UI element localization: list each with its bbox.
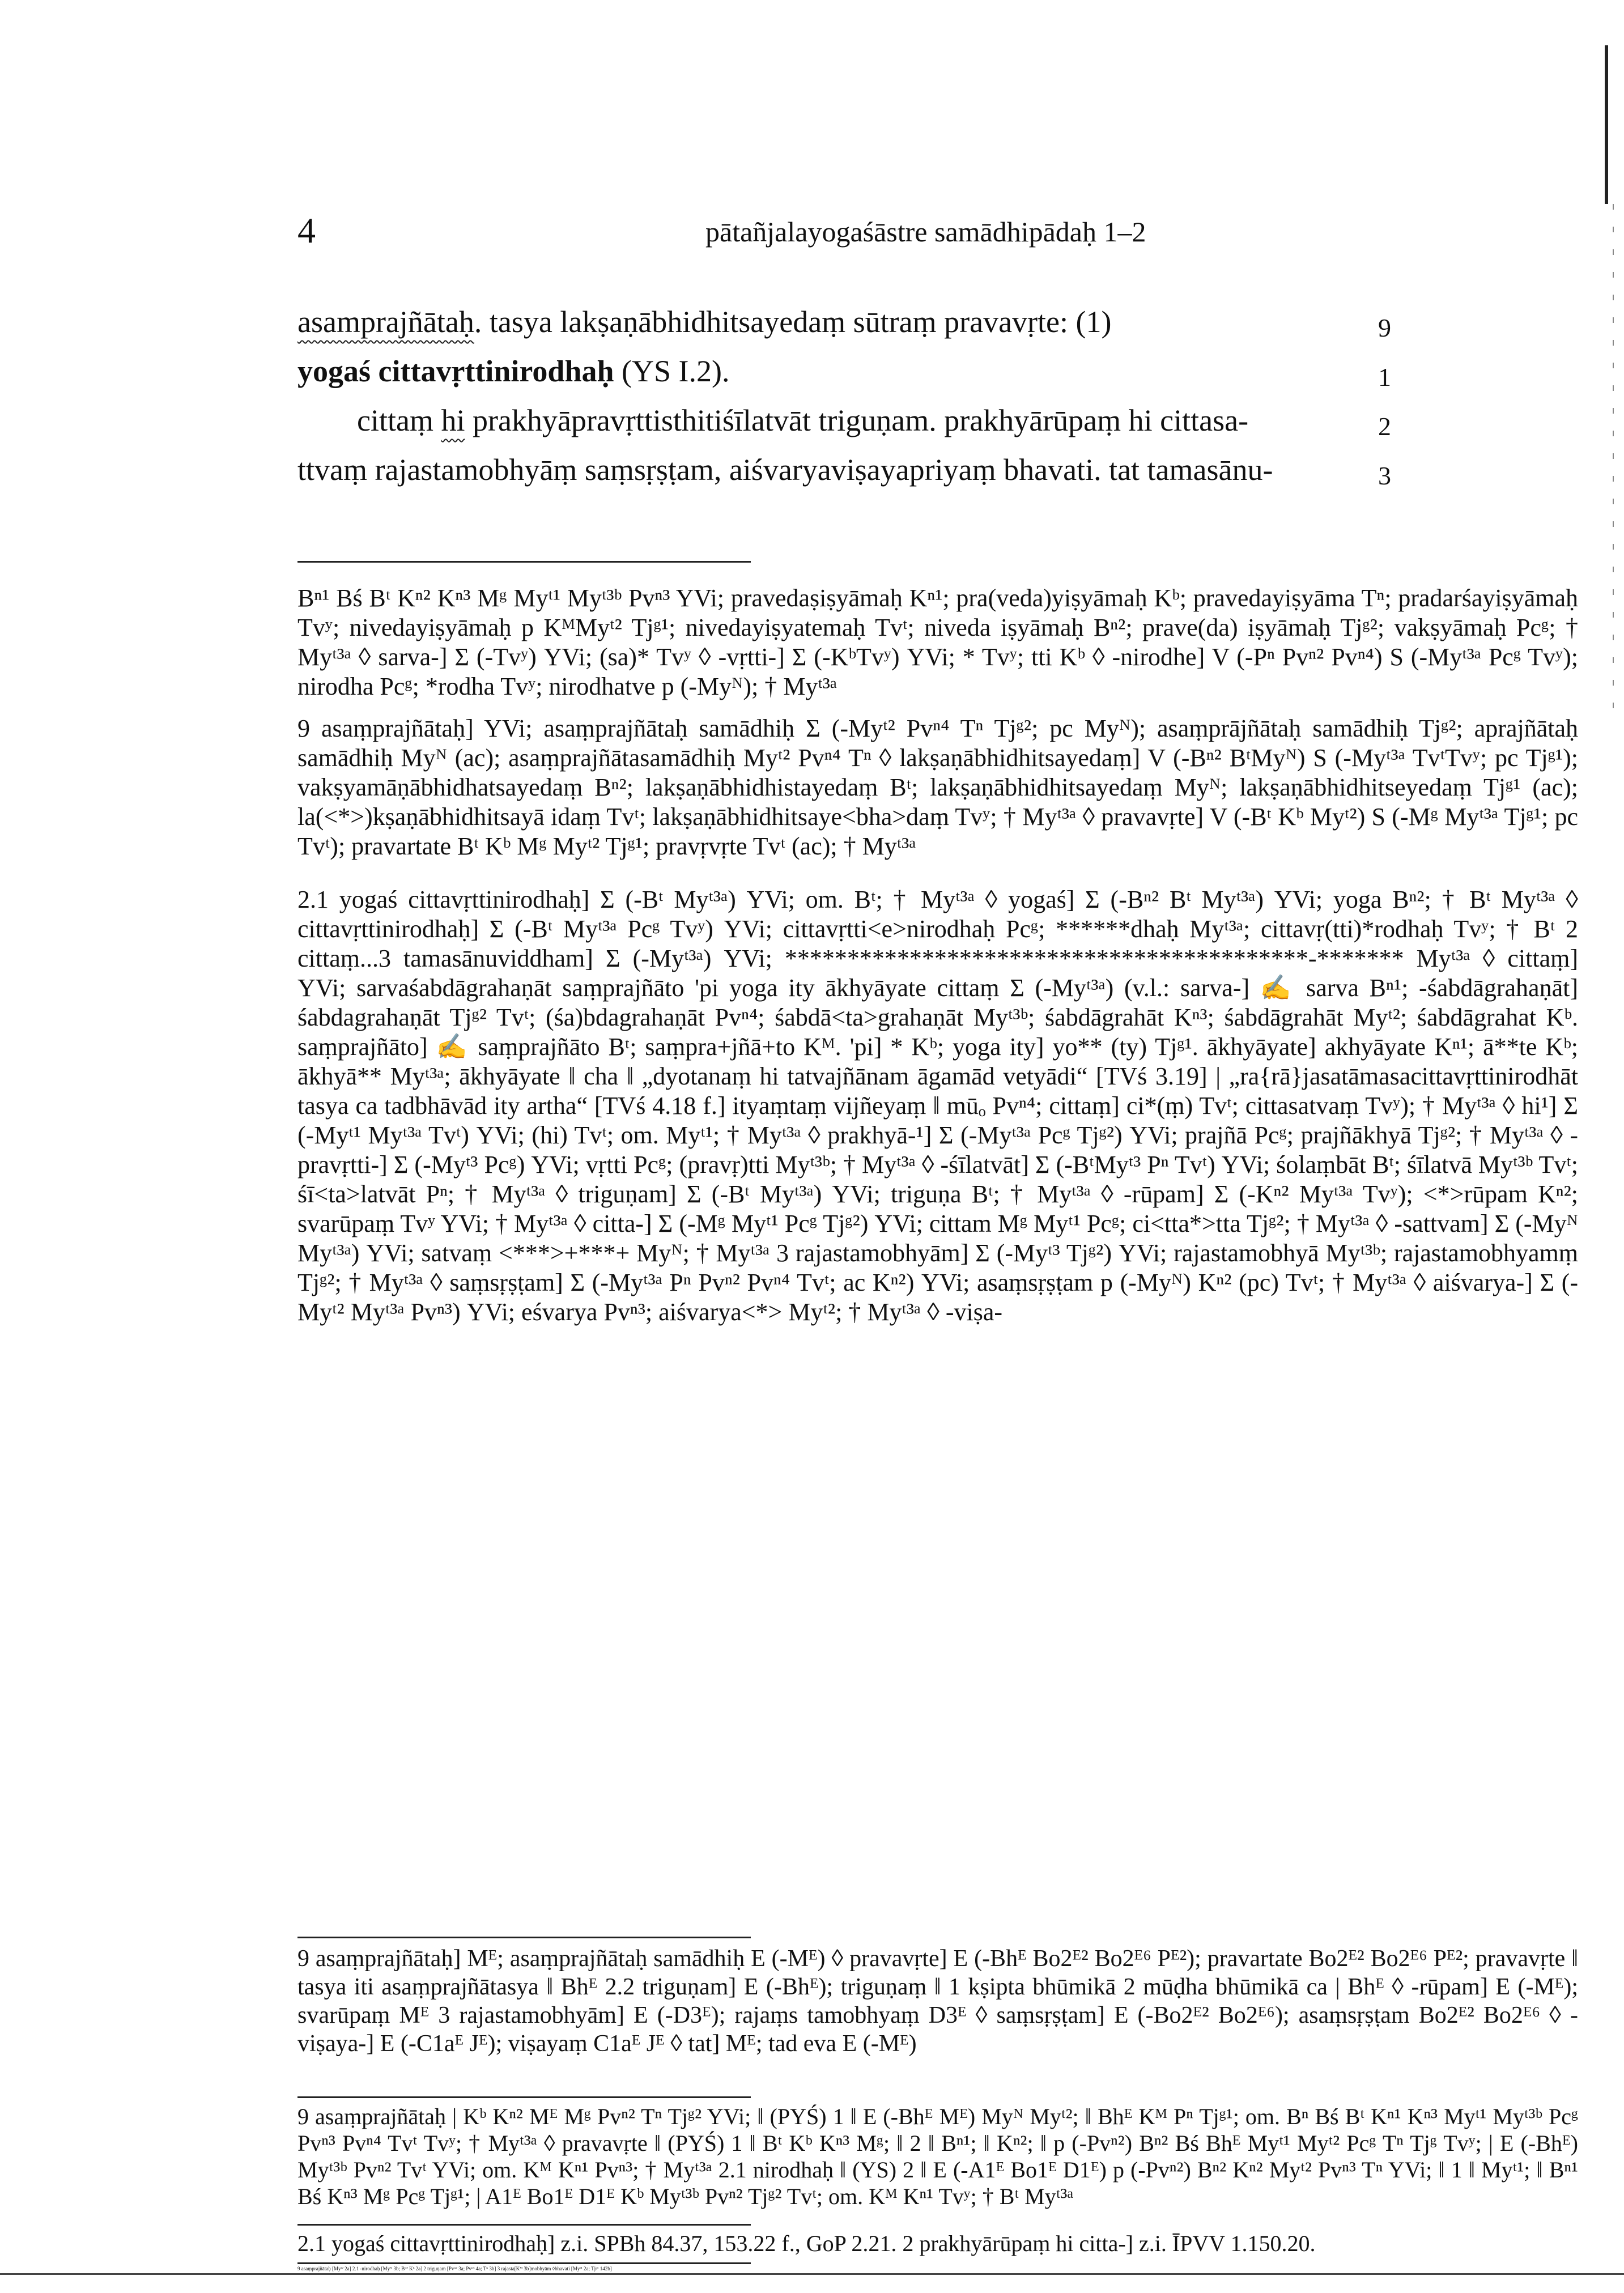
apparatus-entry: 9 asaṃprajñātaḥ | Kᵇ Kⁿ² Mᴱ Mᵍ Pvⁿ² Tⁿ Tjᵍ² YVi; ‖ (PYŚ) 1 ‖ E (-Bhᴱ Mᴱ) Myᴺ Myᵗ²; ‖ Bhᴱ Kᴹ Pⁿ Tjᵍ¹; om. Bⁿ Bś Bᵗ Kⁿ¹ Kⁿ³ Myᵗ¹ Myᵗ³ᵇ Pcᵍ Pvⁿ³ Pvⁿ⁴ Tvᵗ Tvʸ; † Myᵗ³ᵃ ◊ pravavṛte ‖ (PYŚ) 1 ‖ Bᵗ Kᵇ Kⁿ³ Mᵍ; ‖ 2 ‖ Bⁿ¹; ‖ Kⁿ²; ‖ p (-Pvⁿ²) Bⁿ² Bś Bhᴱ Myᵗ¹ Myᵗ² Pcᵍ Tⁿ Tjᵍ Tvʸ; | E (-Bhᴱ) Myᵗ³ᵇ Pvⁿ² Tvᵗ YVi; om. Kᴹ Kⁿ¹ Pvⁿ³; † Myᵗ³ᵃ 2.1 nirodhaḥ ‖ (YS) 2 ‖ E (-A1ᴱ Bo1ᴱ D1ᴱ) p (-Pvⁿ²) Bⁿ² Kⁿ² Myᵗ² Pvⁿ³ Tⁿ YVi; ‖ 1 ‖ Myᵗ¹; ‖ Bⁿ¹ Bś Kⁿ³ Mᵍ Pcᵍ Tjᵍ¹; | A1ᴱ Bo1ᴱ D1ᴱ Kᵇ Myᵗ³ᵇ Pvⁿ² Tjᵍ² Tvᵗ; om. Kᴹ Kⁿ¹ Tvʸ; † Bᵗ Myᵗ³ᵃ [297,2104,1578,2209]
line-number: 3 [1378,461,1391,490]
main-line-text: ttvaṃ rajastamobhyāṃ saṃsṛṣṭam, aiśvaryaviṣayapriyaṃ bhavati. tat tamasānu- [297,453,1273,487]
sutra-text: yogaś cittavṛttinirodhaḥ [297,354,614,388]
scan-edge-dots [1613,204,1614,714]
main-line-text: . tasya lakṣaṇābhidhitsayedaṃ sūtraṃ pravavṛte: (1) [474,305,1112,339]
apparatus-entry: 9 asaṃprajñātaḥ [Myᵗ² 2a] 2.1 -nirodhaḥ [Myᴺ 3b; Bⁿ² Kᵇ 2a] 2 triguṇam [Pvⁿ² 3a; Pvⁿ³ 4a; Tⁿ 3b] 3 rajasta[Kᴹ 3b]mobhyām ◊bhavati [Myᵗ¹ 2a; Tjᵍ¹ 142b] [297,2266,612,2271]
page-header [297,210,1306,255]
folio-references-overflow [297,2265,1578,2272]
line-number: 9 [1378,313,1391,342]
testimonia [297,2231,1578,2257]
main-line-3 [297,445,1391,495]
main-text [297,297,1391,495]
main-line-text: prakhyāpravṛttisthitiśīlatvāt triguṇam. prakhyārūpaṃ hi cittasa- [465,403,1249,437]
apparatus-entry: Bⁿ¹ Bś Bᵗ Kⁿ² Kⁿ³ Mᵍ Myᵗ¹ Myᵗ³ᵇ Pvⁿ³ YVi; pravedaṣiṣyāmaḥ Kⁿ¹; pra(veda)yiṣyāmaḥ Kᵇ; pravedayiṣyāma Tⁿ; pradarśayiṣyāmaḥ Tvʸ; nivedayiṣyāmaḥ p KᴹMyᵗ² Tjᵍ¹; nivedayiṣyatemaḥ Tvᵗ; niveda iṣyāmaḥ Bⁿ²; prave(da) iṣyāmaḥ Tjᵍ²; vakṣyāmaḥ Pcᵍ; † Myᵗ³ᵃ ◊ sarva-] Σ (-Tvʸ) YVi; (sa)* Tvʸ ◊ -vṛtti-] Σ (-KᵇTvʸ) YVi; * Tvʸ; tti Kᵇ ◊ -nirodhe] V (-Pⁿ Pvⁿ² Pvⁿ⁴) S (-Myᵗ³ᵃ Pcᵍ Tvʸ); nirodha Pcᵍ; *rodha Tvʸ; nirodhatve p (-Myᴺ); † Myᵗ³ᵃ [297,584,1578,700]
page-number: 4 [297,210,316,250]
apparatus-rule [297,2262,751,2264]
apparatus-rule [297,561,751,563]
wavy-term: asamprajñātaḥ [297,305,474,339]
main-line-sutra [297,347,1391,396]
apparatus-entry: 2.1 yogaś cittavṛttinirodhaḥ] z.i. SPBh 84.37, 153.22 f., GoP 2.21. 2 prakhyārūpaṃ hi citta-] z.i. ĪPVV 1.150.20. [297,2231,1316,2256]
punctuation-apparatus [297,2103,1578,2210]
scan-edge-mark [1605,45,1608,204]
apparatus-rule [297,2096,751,2098]
main-line-2 [297,396,1391,445]
main-line-text: cittaṃ [357,403,441,437]
sutra-reference: (YS I.2). [614,354,730,388]
line-number: 2 [1378,412,1391,441]
scan-bottom-edge [0,2273,1624,2275]
critical-apparatus [297,584,1578,1327]
wavy-term: hi [441,403,465,437]
edition-apparatus [297,1945,1578,2058]
apparatus-entry: 9 asaṃprajñātaḥ] YVi; asaṃprajñātaḥ samādhiḥ Σ (-Myᵗ² Pvⁿ⁴ Tⁿ Tjᵍ²; pc Myᴺ); asaṃprājñātaḥ samādhiḥ Tjᵍ²; aprajñātaḥ samādhiḥ Myᴺ (ac); asaṃprajñātasamādhiḥ Myᵗ² Pvⁿ⁴ Tⁿ ◊ lakṣaṇābhidhitsayedaṃ] V (-Bⁿ² BᵗMyᴺ) S (-Myᵗ³ᵃ TvᵗTvʸ; pc Tjᵍ¹); vakṣyamāṇābhidhatsayedaṃ Bⁿ²; lakṣaṇābhidhistayedaṃ Bᵗ; lakṣaṇābhidhitsayedaṃ Myᴺ; lakṣaṇābhidhitseyedaṃ Tjᵍ¹ (ac); la(<*>)kṣaṇābhidhitsayā idaṃ Tvᵗ; lakṣaṇābhidhitsaye<bha>daṃ Tvʸ; † Myᵗ³ᵃ ◊ pravavṛte] V (-Bᵗ Kᵇ Myᵗ²) S (-Mᵍ Myᵗ³ᵃ Tjᵍ¹; pc Tvᵗ); pravartate Bᵗ Kᵇ Mᵍ Myᵗ² Tjᵍ¹; pravṛvṛte Tvᵗ (ac); † Myᵗ³ᵃ [297,714,1578,860]
line-number: 1 [1378,363,1391,392]
main-line-9 [297,297,1391,347]
apparatus-rule [297,1937,751,1938]
apparatus-entry: 9 asaṃprajñātaḥ] Mᴱ; asaṃprajñātaḥ samādhiḥ E (-Mᴱ) ◊ pravavṛte] E (-Bhᴱ Bo2ᴱ² Bo2ᴱ⁶ Pᴱ²); pravartate Bo2ᴱ² Bo2ᴱ⁶ Pᴱ²; pravavṛte ‖ tasya iti asaṃprajñātasya ‖ Bhᴱ 2.2 triguṇam] E (-Bhᴱ); triguṇaṃ ‖ 1 kṣipta bhūmikā 2 mūḍha bhūmikā ca | Bhᴱ ◊ -rūpam] E (-Mᴱ); svarūpaṃ Mᴱ 3 rajastamobhyām] E (-D3ᴱ); rajaṃs tamobhyaṃ D3ᴱ ◊ saṃsṛṣṭam] E (-Bo2ᴱ² Bo2ᴱ⁶); asaṃsṛṣṭam Bo2ᴱ² Bo2ᴱ⁶ ◊ -viṣaya-] E (-C1aᴱ Jᴱ); viṣayaṃ C1aᴱ Jᴱ ◊ tat] Mᴱ; tad eva E (-Mᴱ) [297,1946,1578,2057]
apparatus-rule [297,2224,751,2226]
apparatus-entry: 2.1 yogaś cittavṛttinirodhaḥ] Σ (-Bᵗ Myᵗ³ᵃ) YVi; om. Bᵗ; † Myᵗ³ᵃ ◊ yogaś] Σ (-Bⁿ² Bᵗ Myᵗ³ᵃ) YVi; yoga Bⁿ²; † Bᵗ Myᵗ³ᵃ ◊ cittavṛttinirodhaḥ] Σ (-Bᵗ Myᵗ³ᵃ Pcᵍ Tvʸ) YVi; cittavṛtti<e>nirodhaḥ Pcᵍ; ******dhaḥ Myᵗ³ᵃ; cittavṛ(tti)*rodhaḥ Tvʸ; † Bᵗ 2 cittaṃ...3 tamasānuviddham] Σ (-Myᵗ³ᵃ) YVi; ******************************************-******* Myᵗ³ᵃ ◊ cittaṃ] YVi; sarvaśabdāgrahaṇāt saṃprajñāto 'pi yoga ity ākhyāyate cittaṃ Σ (-Myᵗ³ᵃ) (v.l.: sarva-] ✍ sarva Bⁿ¹; -śabdāgrahaṇāt] śabdagrahaṇāt Tjᵍ² Tvᵗ; (śa)bdagrahaṇāt Pvⁿ⁴; śabdā<ta>grahaṇāt Myᵗ³ᵇ; śabdāgrahāt Kⁿ³; śabdāgrahāt Myᵗ²; śabdāgrahat Kᵇ. saṃprajñāto] ✍ saṃprajñāto Bᵗ; saṃpra+jñā+to Kᴹ. 'pi] * Kᵇ; yoga ity] yo** (ty) Tjᵍ¹. ākhyāyate] akhyāyate Kⁿ¹; ā**te Kᵇ; ākhyā** Myᵗ³ᵃ; ākhyāyate ‖ cha ‖ „dyotanaṃ hi tatvajñānam āgamād vetyādi“ [TVś 3.19] | „ra{rā}jasatāmasacittavṛttinirodhāt tasya ca tadbhāvād ity artha“ [TVś 4.18 f.] ityaṃtaṃ vijñeyaṃ ‖ mūₒ Pvⁿ⁴; cittaṃ] ci*(ṃ) Tvᵗ; cittasatvaṃ Tvʸ); † Myᵗ³ᵃ ◊ hi¹] Σ (-Myᵗ¹ Myᵗ³ᵃ Tvᵗ) YVi; (hi) Tvᵗ; om. Myᵗ¹; † Myᵗ³ᵃ ◊ prakhyā-¹] Σ (-Myᵗ³ᵃ Pcᵍ Tjᵍ²) YVi; prajñā Pcᵍ; prajñākhyā Tjᵍ²; † Myᵗ³ᵃ ◊ -pravṛtti-] Σ (-Myᵗ³ Pcᵍ) YVi; vṛtti Pcᵍ; (pravṛ)tti Myᵗ³ᵇ; † Myᵗ³ᵃ ◊ -śīlatvāt] Σ (-BᵗMyᵗ³ Pⁿ Tvᵗ) YVi; śolaṃbāt Bᵗ; śīlatvā Myᵗ³ᵇ Tvᵗ; śī<ta>latvāt Pⁿ; † Myᵗ³ᵃ ◊ triguṇam] Σ (-Bᵗ Myᵗ³ᵃ) YVi; triguṇa Bᵗ; † Myᵗ³ᵃ ◊ -rūpam] Σ (-Kⁿ² Myᵗ³ᵃ Tvʸ); <*>rūpam Kⁿ²; svarūpaṃ Tvʸ YVi; † Myᵗ³ᵃ ◊ citta-] Σ (-Mᵍ Myᵗ¹ Pcᵍ Tjᵍ²) YVi; cittam Mᵍ Myᵗ¹ Pcᵍ; ci<tta*>tta Tjᵍ²; † Myᵗ³ᵃ ◊ -sattvam] Σ (-Myᴺ Myᵗ³ᵃ) YVi; satvaṃ <***>+***+ Myᴺ; † Myᵗ³ᵃ 3 rajastamobhyām] Σ (-Myᵗ³ Tjᵍ²) YVi; rajastamobhyā Myᵗ³ᵇ; rajastamobhyamṃ Tjᵍ²; † Myᵗ³ᵃ ◊ saṃsṛṣṭam] Σ (-Myᵗ³ᵃ Pⁿ Pvⁿ² Pvⁿ⁴ Tvᵗ; ac Kⁿ²) YVi; asaṃsṛṣṭam p (-Myᴺ) Kⁿ² (pc) Tvᵗ; † Myᵗ³ᵃ ◊ aiśvarya-] Σ (-Myᵗ² Myᵗ³ᵃ Pvⁿ³) YVi; eśvarya Pvⁿ³; aiśvarya<*> Myᵗ²; † Myᵗ³ᵃ ◊ -viṣa- [297,886,1578,1326]
running-title: pātañjalayogaśāstre samādhipādaḥ 1–2 [705,216,1146,248]
